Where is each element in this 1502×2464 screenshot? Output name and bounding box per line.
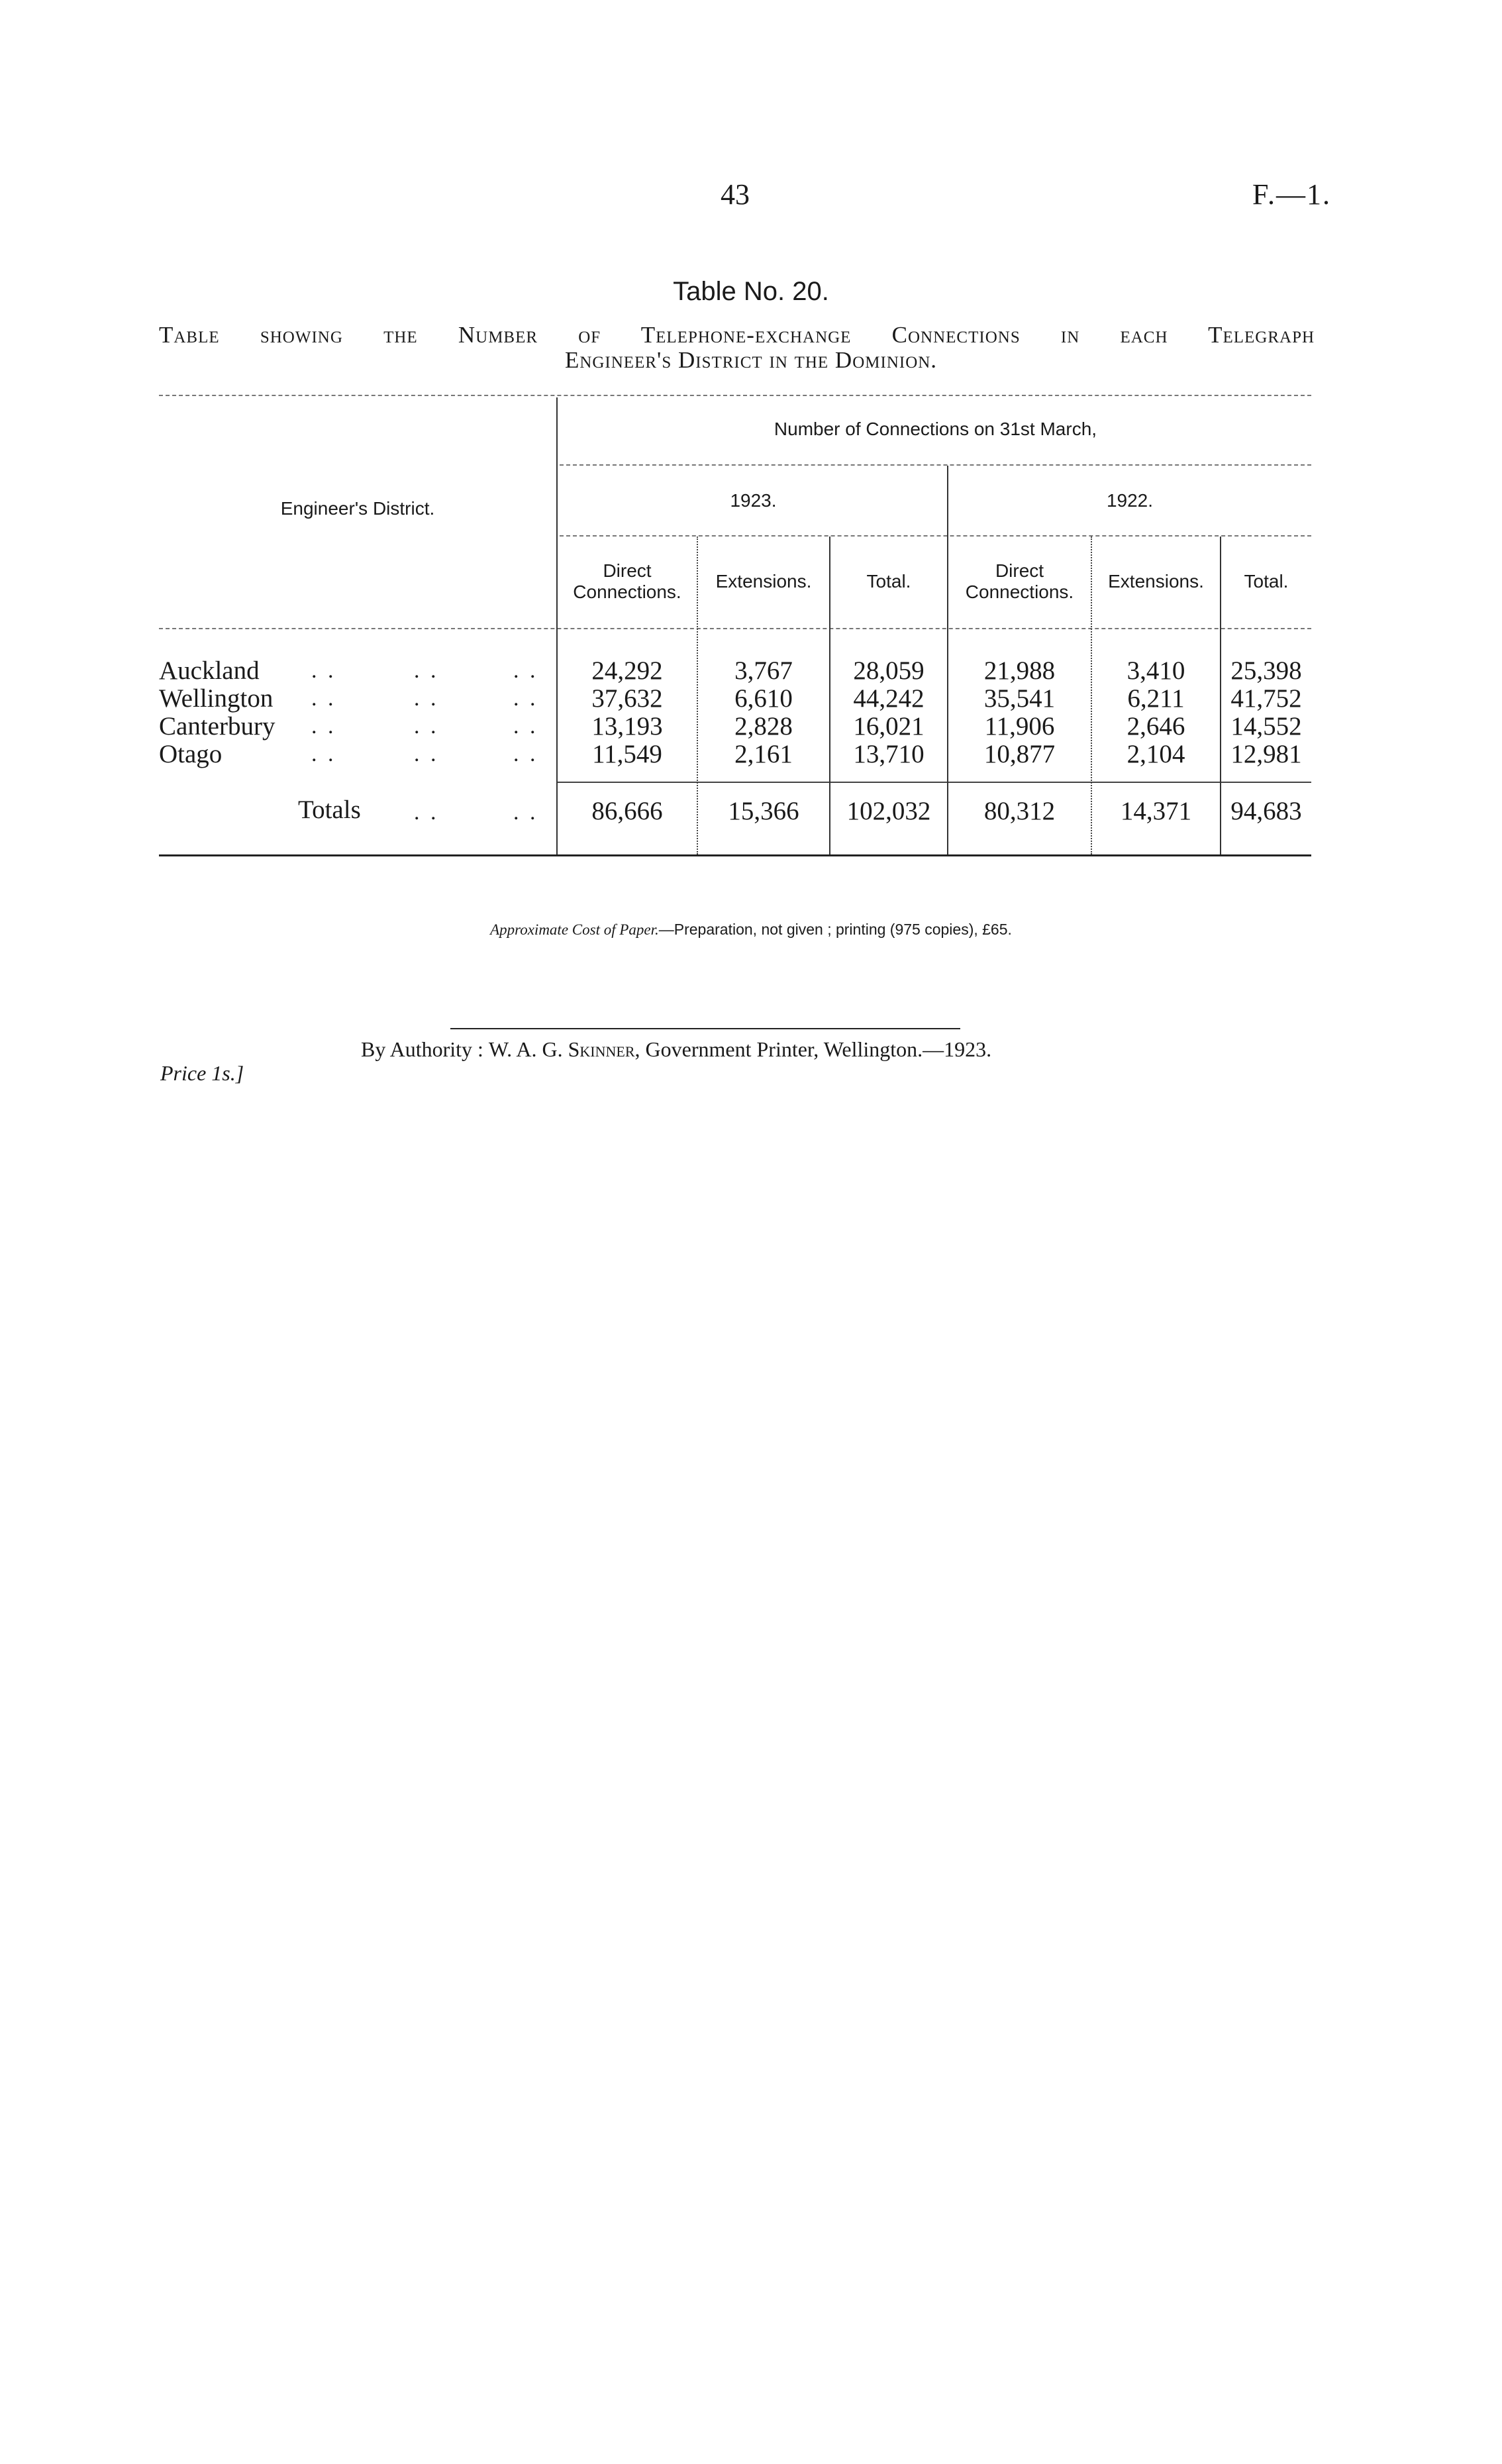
total-direct-1923: 86,666 bbox=[591, 797, 663, 825]
district-name: Canterbury bbox=[159, 712, 275, 741]
leader-dots: . . bbox=[513, 742, 538, 766]
direct-connections-header bbox=[948, 560, 1091, 603]
footnote-text: —Preparation, not given ; printing (975 copies), £65. bbox=[658, 921, 1012, 938]
connections-header-line: Connections. bbox=[573, 582, 681, 602]
year-header-1923: 1923. bbox=[730, 490, 777, 511]
group-header-rule bbox=[560, 464, 1311, 466]
cell-direct-1923: 24,292 bbox=[591, 656, 663, 685]
leader-dots: . . bbox=[414, 742, 439, 766]
cell-extensions-1922: 3,410 bbox=[1126, 656, 1185, 685]
caption-word: the bbox=[383, 322, 418, 348]
caption-word: in bbox=[1060, 322, 1080, 348]
leader-dots: . . bbox=[513, 714, 538, 739]
district-column-divider bbox=[556, 397, 558, 854]
direct-connections-header bbox=[558, 560, 697, 603]
caption-word: showing bbox=[260, 322, 343, 348]
caption-word: of bbox=[578, 322, 601, 348]
imprint-suffix: , Government Printer, Wellington.—1923. bbox=[634, 1037, 992, 1061]
cell-direct-1923: 13,193 bbox=[591, 712, 663, 741]
totals-label: Totals bbox=[298, 796, 361, 824]
year-header-rule bbox=[560, 535, 1311, 537]
price-label: Price 1s.] bbox=[160, 1061, 244, 1085]
cell-total-1922: 25,398 bbox=[1230, 656, 1302, 685]
cell-extensions-1922: 2,104 bbox=[1126, 740, 1185, 768]
cell-extensions-1923: 2,161 bbox=[734, 740, 793, 768]
year-header-1922: 1922. bbox=[1106, 490, 1154, 511]
cell-extensions-1923: 2,828 bbox=[734, 712, 793, 741]
total-total-1922: 94,683 bbox=[1230, 797, 1302, 825]
direct-header-line: Direct bbox=[995, 560, 1044, 581]
cell-direct-1923: 37,632 bbox=[591, 684, 663, 713]
cell-total-1923: 44,242 bbox=[853, 684, 925, 713]
cell-direct-1922: 35,541 bbox=[983, 684, 1056, 713]
cell-extensions-1922: 6,211 bbox=[1127, 684, 1185, 713]
cell-total-1922: 14,552 bbox=[1230, 712, 1302, 741]
table-caption-line-2: Engineer's District in the Dominion. bbox=[564, 347, 938, 373]
cell-extensions-1923: 6,610 bbox=[734, 684, 793, 713]
printer-name: W. A. G. Skinner bbox=[488, 1037, 635, 1061]
leader-dots: . . bbox=[414, 800, 439, 825]
caption-word: Connections bbox=[891, 322, 1021, 348]
leader-dots: . . bbox=[414, 658, 439, 683]
leader-dots: . . bbox=[311, 742, 336, 766]
caption-word: Table bbox=[159, 322, 220, 348]
district-column-header: Engineer's District. bbox=[280, 498, 435, 519]
district-name: Wellington bbox=[159, 684, 274, 713]
extensions-header: Extensions. bbox=[1108, 571, 1204, 591]
direct-header-line: Direct bbox=[603, 560, 652, 581]
district-name: Auckland bbox=[159, 656, 260, 685]
caption-word: Telephone-exchange bbox=[640, 322, 852, 348]
total-header: Total. bbox=[1244, 571, 1289, 591]
total-extensions-1923: 15,366 bbox=[728, 797, 799, 825]
table-title: Table No. 20. bbox=[673, 277, 829, 306]
group-header: Number of Connections on 31st March, bbox=[774, 419, 1097, 439]
cell-total-1922: 12,981 bbox=[1230, 740, 1302, 768]
cell-extensions-1923: 3,767 bbox=[734, 656, 793, 685]
district-name: Otago bbox=[159, 740, 223, 768]
header-bottom-rule bbox=[159, 628, 1311, 629]
leader-dots: . . bbox=[513, 800, 538, 825]
imprint-rule bbox=[450, 1028, 960, 1029]
connections-header-line: Connections. bbox=[965, 582, 1074, 602]
leader-dots: . . bbox=[513, 686, 538, 711]
parliamentary-paper-reference: F.—1. bbox=[1252, 178, 1331, 211]
total-header: Total. bbox=[866, 571, 911, 591]
caption-word: each bbox=[1120, 322, 1168, 348]
leader-dots: . . bbox=[513, 658, 538, 683]
cell-direct-1923: 11,549 bbox=[592, 740, 662, 768]
totals-rule bbox=[556, 782, 1311, 783]
leader-dots: . . bbox=[311, 714, 336, 739]
table-caption-line-1 bbox=[159, 322, 1315, 348]
total-extensions-1922: 14,371 bbox=[1120, 797, 1192, 825]
footnote-label: Approximate Cost of Paper. bbox=[490, 921, 659, 938]
page-number: 43 bbox=[721, 178, 750, 211]
leader-dots: . . bbox=[414, 714, 439, 739]
leader-dots: . . bbox=[311, 658, 336, 683]
leader-dots: . . bbox=[414, 686, 439, 711]
paper-cost-footnote bbox=[0, 921, 1502, 939]
cell-total-1922: 41,752 bbox=[1230, 684, 1302, 713]
table-top-rule bbox=[159, 395, 1311, 396]
total-total-1923: 102,032 bbox=[846, 797, 931, 825]
cell-direct-1922: 10,877 bbox=[983, 740, 1056, 768]
cell-extensions-1922: 2,646 bbox=[1126, 712, 1185, 741]
cell-direct-1922: 21,988 bbox=[983, 656, 1056, 685]
leader-dots: . . bbox=[311, 686, 336, 711]
imprint-prefix: By Authority : bbox=[361, 1037, 489, 1061]
cell-direct-1922: 11,906 bbox=[984, 712, 1055, 741]
caption-word: Number bbox=[458, 322, 538, 348]
extensions-header: Extensions. bbox=[715, 571, 812, 591]
caption-word: Telegraph bbox=[1208, 322, 1315, 348]
cell-total-1923: 28,059 bbox=[853, 656, 925, 685]
total-direct-1922: 80,312 bbox=[983, 797, 1056, 825]
table-bottom-rule bbox=[159, 854, 1311, 856]
printer-imprint bbox=[361, 1037, 1156, 1062]
cell-total-1923: 13,710 bbox=[853, 740, 925, 768]
cell-total-1923: 16,021 bbox=[853, 712, 925, 741]
